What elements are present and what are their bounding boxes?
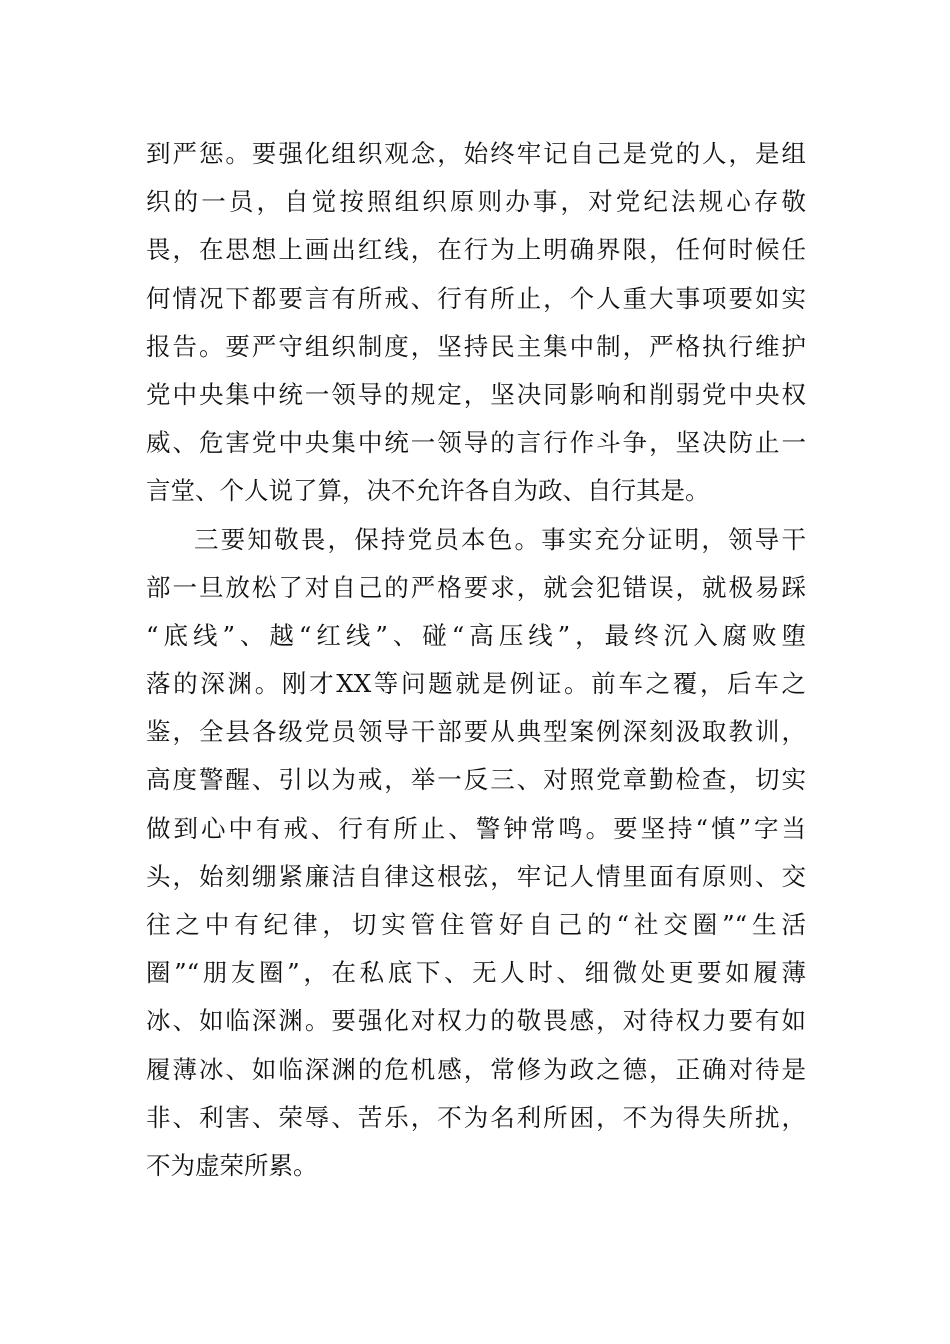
text-line: “底线”、越“红线”、碰“高压线”，最终沉入腐败堕 [146,620,806,650]
text-line: 非、利害、荣辱、苦乐，不为名利所困，不为得失所扰， [146,1102,806,1132]
text-line: 高度警醒、引以为戒，举一反三、对照党章勤检查，切实 [146,765,806,795]
text-line: 何情况下都要言有所戒、行有所止，个人重大事项要如实 [146,283,806,313]
text-line: 织的一员，自觉按照组织原则办事，对党纪法规心存敬 [146,187,806,217]
text-line: 履薄冰、如临深渊的危机感，常修为政之德，正确对待是 [146,1054,806,1084]
text-line: 部一旦放松了对自己的严格要求，就会犯错误，就极易踩 [146,572,806,602]
text-line: 冰、如临深渊。要强化对权力的敬畏感，对待权力要有如 [146,1006,806,1036]
text-line: 报告。要严守组织制度，坚持民主集中制，严格执行维护 [146,331,806,361]
text-line: 党中央集中统一领导的规定，坚决同影响和削弱党中央权 [146,379,806,409]
text-line: 到严惩。要强化组织观念，始终牢记自己是党的人，是组 [146,139,806,168]
text-line: 圈”“朋友圈”，在私底下、无人时、细微处更要如履薄 [146,958,806,988]
text-line: 鉴，全县各级党员领导干部要从典型案例深刻汲取教训， [146,717,806,747]
text-line: 不为虚荣所累。 [146,1150,318,1180]
text-line: 做到心中有戒、行有所止、警钟常鸣。要坚持“慎”字当 [146,813,806,843]
body-text [146,130,806,1190]
text-line: 威、危害党中央集中统一领导的言行作斗争，坚决防止一 [146,428,806,458]
text-line: 落的深渊。刚才XX等问题就是例证。前车之覆，后车之 [146,669,806,699]
text-line: 往之中有纪律，切实管住管好自己的“社交圈”“生活 [146,910,806,939]
text-line: 畏，在思想上画出红线，在行为上明确界限，任何时候任 [146,235,806,265]
text-line: 言堂、个人说了算，决不允许各自为政、自行其是。 [146,476,710,506]
paragraph-start-line: 三要知敬畏，保持党员本色。事实充分证明，领导干 [194,524,806,554]
text-line: 头，始刻绷紧廉洁自律这根弦，牢记人情里面有原则、交 [146,861,806,891]
